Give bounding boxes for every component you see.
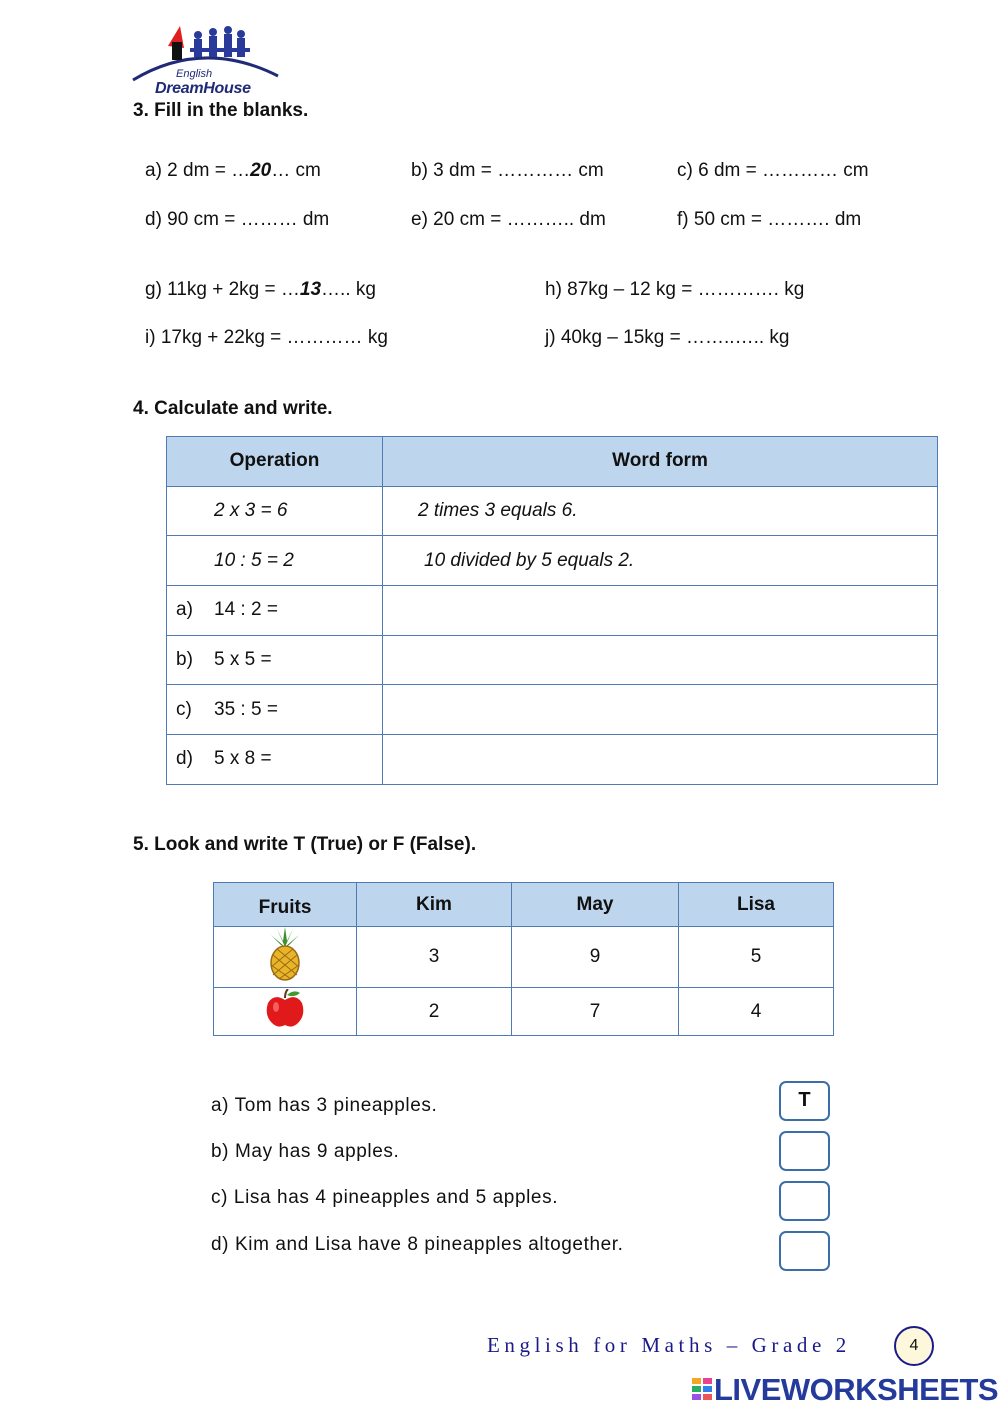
word-form-answer-cell[interactable] bbox=[383, 735, 938, 785]
example-word-form: 2 times 3 equals 6. bbox=[383, 486, 938, 536]
logo-dreamhouse-text: DreamHouse bbox=[155, 80, 251, 97]
operation-text: 14 : 2 = bbox=[214, 599, 278, 621]
pineapple-icon bbox=[263, 927, 307, 981]
table-header-row bbox=[214, 883, 834, 927]
fill-item-g bbox=[145, 279, 376, 301]
fruit-cell bbox=[214, 988, 357, 1036]
example-word-form: 10 divided by 5 equals 2. bbox=[383, 536, 938, 586]
fruit-table bbox=[213, 882, 834, 1036]
dreamhouse-logo bbox=[128, 18, 288, 100]
header-kim: Kim bbox=[357, 883, 512, 927]
table-row bbox=[167, 586, 938, 636]
example-operation: 2 x 3 = 6 bbox=[167, 486, 383, 536]
header-lisa: Lisa bbox=[679, 883, 834, 927]
example-operation: 10 : 5 = 2 bbox=[167, 536, 383, 586]
lisa-value: 5 bbox=[679, 927, 834, 988]
fill-item-text: … cm bbox=[271, 160, 321, 181]
fill-item-answer: 20 bbox=[250, 160, 272, 181]
footer-title: English for Maths – Grade 2 bbox=[487, 1333, 851, 1357]
fill-item-b[interactable]: b) 3 dm = ………… cm bbox=[411, 160, 604, 181]
table-row bbox=[167, 635, 938, 685]
row-label: a) bbox=[176, 599, 193, 621]
table-header-row bbox=[167, 437, 938, 487]
fill-item-answer: 13 bbox=[299, 279, 322, 300]
section4-title: 4. Calculate and write. bbox=[133, 398, 333, 419]
fill-item-a bbox=[145, 160, 321, 182]
fill-item-j[interactable]: j) 40kg – 15kg = ……..….. kg bbox=[545, 327, 790, 348]
kim-value: 2 bbox=[357, 988, 512, 1036]
liveworksheets-text: LIVEWORKSHEETS bbox=[714, 1372, 999, 1407]
row-label: b) bbox=[176, 649, 193, 671]
operation-cell bbox=[167, 635, 383, 685]
fill-item-d[interactable]: d) 90 cm = ……… dm bbox=[145, 209, 330, 230]
row-label: c) bbox=[176, 698, 192, 720]
operation-text: 35 : 5 = bbox=[214, 698, 278, 720]
operation-cell bbox=[167, 685, 383, 735]
fill-item-text: a) 2 dm = … bbox=[145, 160, 251, 181]
header-may: May bbox=[512, 883, 679, 927]
fill-item-h[interactable]: h) 87kg – 12 kg = …………. kg bbox=[545, 279, 805, 300]
fill-item-text: g) 11kg + 2kg = … bbox=[145, 279, 300, 300]
word-form-answer-cell[interactable] bbox=[383, 586, 938, 636]
table-row bbox=[214, 927, 834, 988]
table-row bbox=[167, 536, 938, 586]
may-value: 7 bbox=[512, 988, 679, 1036]
logo-english-text: English bbox=[176, 68, 213, 80]
fill-item-i[interactable]: i) 17kg + 22kg = ………… kg bbox=[145, 327, 388, 348]
kim-value: 3 bbox=[357, 927, 512, 988]
word-form-answer-cell[interactable] bbox=[383, 685, 938, 735]
operation-table bbox=[166, 436, 938, 785]
operation-cell bbox=[167, 735, 383, 785]
section5-title: 5. Look and write T (True) or F (False). bbox=[133, 834, 477, 855]
header-fruits: Fruits bbox=[214, 883, 357, 927]
may-value: 9 bbox=[512, 927, 679, 988]
section3-title: 3. Fill in the blanks. bbox=[133, 100, 309, 121]
answer-box-c[interactable] bbox=[779, 1181, 830, 1221]
page-number: 4 bbox=[894, 1326, 934, 1366]
header-operation: Operation bbox=[167, 437, 383, 487]
operation-text: 5 x 8 = bbox=[214, 748, 272, 770]
table-row bbox=[214, 988, 834, 1036]
statement-c: c) Lisa has 4 pineapples and 5 apples. bbox=[211, 1187, 559, 1208]
table-row bbox=[167, 685, 938, 735]
row-label: d) bbox=[176, 748, 193, 770]
answer-box-d[interactable] bbox=[779, 1231, 830, 1271]
word-form-answer-cell[interactable] bbox=[383, 635, 938, 685]
apple-icon bbox=[264, 989, 306, 1029]
answer-box-b[interactable] bbox=[779, 1131, 830, 1171]
table-row bbox=[167, 735, 938, 785]
fruit-cell bbox=[214, 927, 357, 988]
fill-item-e[interactable]: e) 20 cm = ……….. dm bbox=[411, 209, 606, 230]
fill-item-c[interactable]: c) 6 dm = ………… cm bbox=[677, 160, 869, 181]
statement-a: a) Tom has 3 pineapples. bbox=[211, 1095, 438, 1116]
fill-item-f[interactable]: f) 50 cm = ………. dm bbox=[677, 209, 862, 230]
statement-b: b) May has 9 apples. bbox=[211, 1141, 400, 1162]
fill-item-text: ….. kg bbox=[321, 279, 376, 300]
answer-box-a[interactable]: T bbox=[779, 1081, 830, 1121]
table-row bbox=[167, 486, 938, 536]
header-word-form: Word form bbox=[383, 437, 938, 487]
statement-d: d) Kim and Lisa have 8 pineapples altogether. bbox=[211, 1234, 624, 1255]
operation-cell bbox=[167, 586, 383, 636]
liveworksheets-icon bbox=[692, 1378, 714, 1402]
operation-text: 5 x 5 = bbox=[214, 649, 272, 671]
lisa-value: 4 bbox=[679, 988, 834, 1036]
